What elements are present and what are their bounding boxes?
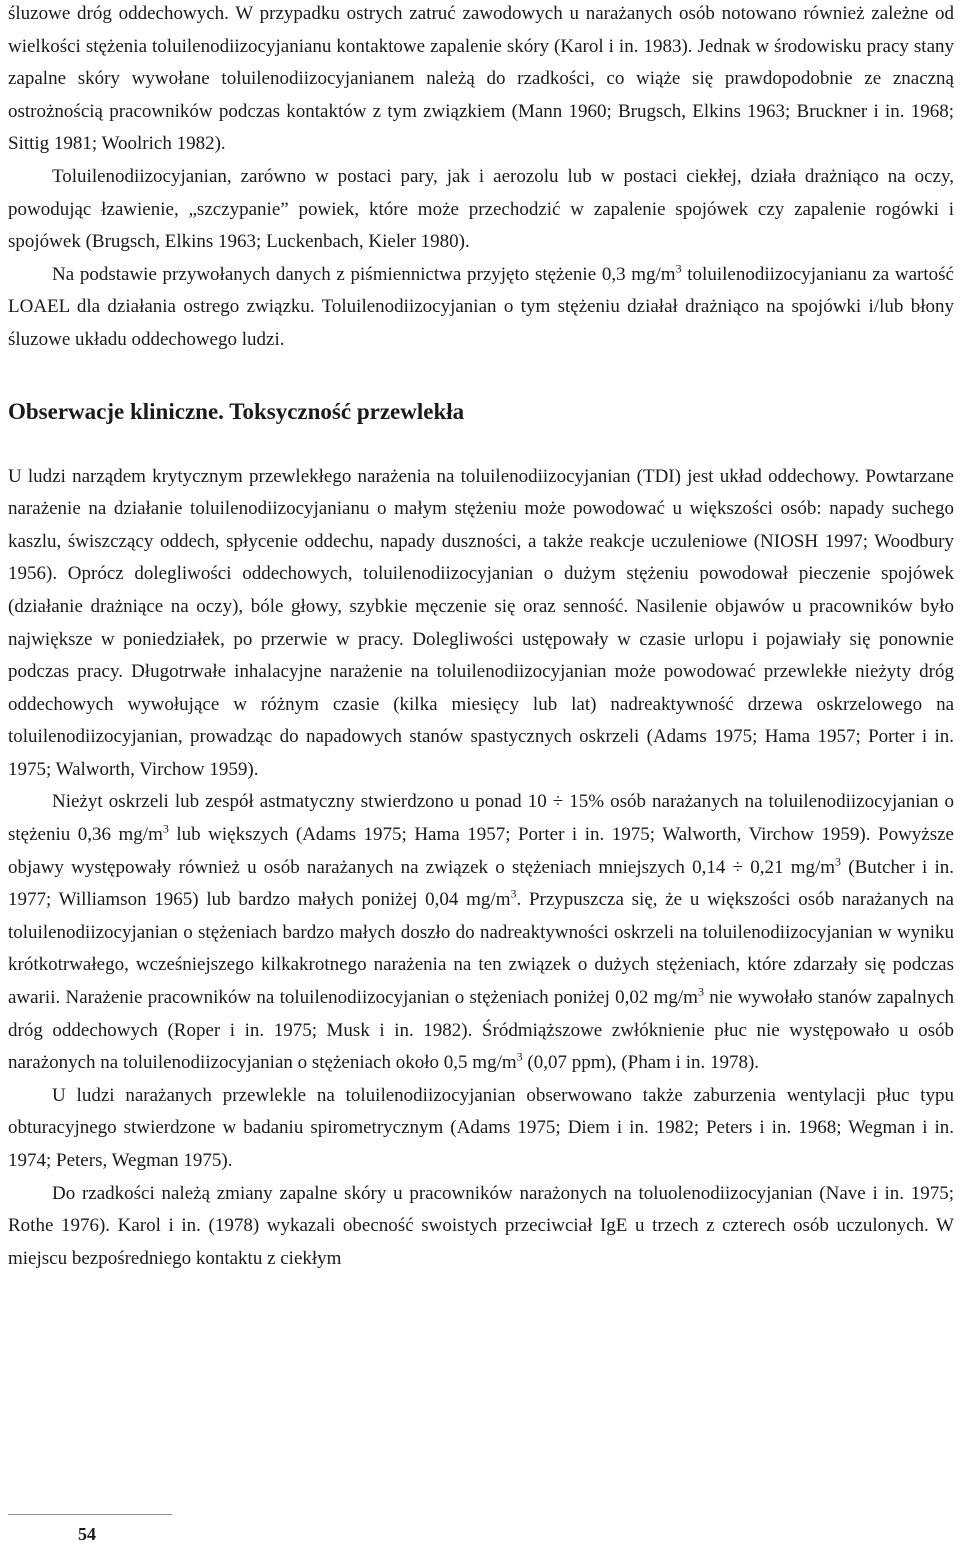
- paragraph-skin-changes: Do rzadkości należą zmiany zapalne skóry u pracowników narażonych na toluolenodiizocyjanian (Nave i in. 1975; Rothe 1976). Karol i in. (1978) wykazali obecność swoistych przeciwciał IgE u trzech z czterech osób uczulonych. W miejscu bezpośredniego kontaktu z ciekłym: [8, 1182, 954, 1269]
- loael-text-b: toluilenodiizocyjanianu za wartość LOAEL dla działania ostrego związku. Toluilenodiizocyjanian o tym stężeniu działał drażniąco na spojówki i/lub błony śluzowe układu oddechowego ludzi.: [8, 263, 954, 350]
- page-number: 54: [78, 1524, 96, 1544]
- bronchitis-text-3: (Butcher i in. 1977; Williamson 1965) lub bardzo małych poniżej 0,04 mg/m: [8, 856, 954, 911]
- document-body: [8, 0, 954, 1275]
- footer-divider: [8, 1514, 172, 1515]
- bronchitis-text-4: . Przypuszcza się, że u większości osób narażanych na toluilenodiizocyjanian o stężeniach bardzo małych doszło do nadreaktywności oskrzeli na toluilenodiizocyjanian w wyniku krótkotrwałego, wcześniejszego kilkakrotnego narażenia na ten związek o dużych stężeniach, które zdarzały się podczas awarii. Narażenie pracowników na toluilenodiizocyjanian o stężeniach poniżej 0,02 mg/m: [8, 889, 954, 1009]
- bronchitis-text-2: lub większych (Adams 1975; Hama 1957; Porter i in. 1975; Walworth, Virchow 1959). Powyższe objawy występowały również u osób narażanych na związek o stężeniach mniejszych 0,14 ÷ 0,21 mg/m: [8, 824, 954, 878]
- paragraph-chronic-toxicity: U ludzi narządem krytycznym przewlekłego narażenia na toluilenodiizocyjanian (TDI) jest układ oddechowy. Powtarzane narażenie na działanie toluilenodiizocyjanianu o małym stężeniu może powodować u większości osób: napady suchego kaszlu, świszczący oddech, spłycenie oddechu, napady duszności, a także reakcje uczuleniowe (NIOSH 1997; Woodbury 1956). Oprócz dolegliwości oddechowych, toluilenodiizocyjanian o dużym stężeniu powodował pieczenie spojówek (działanie drażniące na oczy), bóle głowy, szybkie męczenie się oraz senność. Nasilenie objawów u pracowników było największe w poniedziałek, po przerwie w pracy. Dolegliwości ustępowały w czasie urlopu i pojawiały się ponownie podczas pracy. Długotrwałe inhalacyjne narażenie na toluilenodiizocyjanian może powodować przewlekłe nieżyty dróg oddechowych wywołujące w różnym czasie (kilka miesięcy lub lat) nadreaktywność drzewa oskrzelowego na toluilenodiizocyjanian, prowadząc do napadowych stanów spastycznych oskrzeli (Adams 1975; Hama 1957; Porter i in. 1975; Walworth, Virchow 1959).: [8, 465, 954, 780]
- loael-superscript: 3: [675, 261, 682, 276]
- superscript: 3: [516, 1049, 523, 1064]
- loael-text-a: Na podstawie przywołanych danych z piśmiennictwa przyjęto stężenie 0,3 mg/m: [52, 263, 676, 285]
- paragraph-ventilation: U ludzi narażanych przewlekle na toluilenodiizocyjanian obserwowano także zaburzenia wentylacji płuc typu obturacyjnego stwierdzone w badaniu spirometrycznym (Adams 1975; Diem i in. 1982; Peters i in. 1968; Wegman i in. 1974; Peters, Wegman 1975).: [8, 1084, 954, 1171]
- superscript: 3: [835, 854, 842, 869]
- paragraph-loael: [8, 259, 954, 357]
- bronchitis-text-1: Nieżyt oskrzeli lub zespół astmatyczny stwierdzono u ponad 10 ÷ 15% osób narażanych na toluilenodiizocyjanian o stężeniu 0,36 mg/m: [8, 791, 954, 846]
- bronchitis-text-6: (0,07 ppm), (Pham i in. 1978).: [522, 1052, 760, 1074]
- bronchitis-text-5: nie wywołało stanów zapalnych dróg oddechowych (Roper i in. 1975; Musk i in. 1982). Śródmiąższowe zwłóknienie płuc nie występowało u osób narażonych na toluilenodiizocyjanian o stężeniach około 0,5 mg/m: [8, 987, 955, 1074]
- paragraph-bronchitis: [8, 786, 954, 1079]
- superscript: 3: [162, 821, 169, 836]
- superscript: 3: [510, 886, 517, 901]
- section-heading: Obserwacje kliniczne. Toksyczność przewlekła: [8, 398, 465, 424]
- superscript: 3: [697, 984, 704, 999]
- paragraph-continued: śluzowe dróg oddechowych. W przypadku ostrych zatruć zawodowych u narażanych osób notowano również zależne od wielkości stężenia toluilenodiizocyjanianu kontaktowe zapalenie skóry (Karol i in. 1983). Jednak w środowisku pracy stany zapalne skóry wywołane toluilenodiizocyjanianem należą do rzadkości, co wiąże się prawdopodobnie ze znaczną ostrożnością pracowników podczas kontaktów z tym związkiem (Mann 1960; Brugsch, Elkins 1963; Bruckner i in. 1968; Sittig 1981; Woolrich 1982).: [8, 3, 954, 155]
- paragraph-eye-irritation: Toluilenodiizocyjanian, zarówno w postaci pary, jak i aerozolu lub w postaci ciekłej, działa drażniąco na oczy, powodując łzawienie, „szczypanie” powiek, które może przechodzić w zapalenie spojówek czy zapalenie rogówki i spojówek (Brugsch, Elkins 1963; Luckenbach, Kieler 1980).: [8, 165, 954, 253]
